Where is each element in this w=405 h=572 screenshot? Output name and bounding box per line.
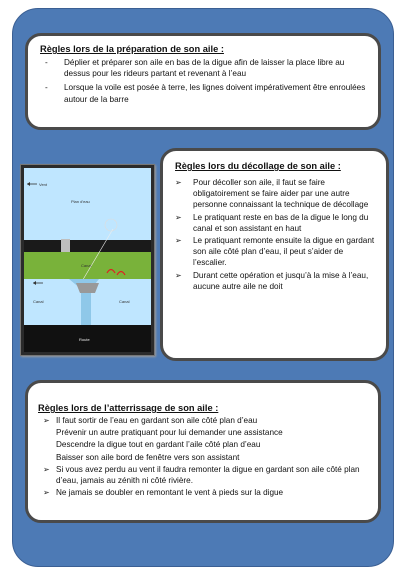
wind-label: Vent: [39, 182, 48, 187]
route-label: Route: [79, 337, 90, 342]
list-item: ➢ Il faut sortir de l’eau en gardant son aile côté plan d’eau: [43, 416, 258, 425]
landing-rules-list: [38, 415, 368, 498]
site-diagram: [20, 164, 155, 356]
preparation-rules-title: Règles lors de la préparation de son aile :: [40, 44, 224, 54]
stairs: [61, 239, 70, 253]
preparation-rules-list: [40, 57, 368, 105]
list-item: Prévenir un autre pratiquant pour lui demander une assistance: [56, 428, 283, 438]
list-item: Descendre la digue tout en gardant l’aile côté plan d’eau: [56, 440, 261, 450]
list-item: ➢ Durant cette opération et jusqu’à la mise à l’eau, aucune autre aile ne doit: [175, 270, 369, 291]
bridge: [76, 283, 99, 293]
canal-right-label: Canal: [119, 299, 130, 304]
takeoff-rules-list: [175, 177, 377, 292]
plan-eau-label: Plan d'eau: [71, 199, 90, 204]
list-item: ➢ Si vous avez perdu au vent il faudra remonter la digue en gardant son aile côté plan d’eau, jamais au zénith ni côté rivière.: [43, 464, 360, 486]
list-item: - Déplier et préparer son aile en bas de la digue afin de laisser la place libre au dessus pour les rideurs partant et revenant à l’eau: [45, 58, 345, 79]
dike-top: [24, 240, 151, 252]
list-item: ➢ Ne jamais se doubler en remontant le vent à pieds sur la digue: [43, 488, 284, 498]
site-diagram-svg: [21, 165, 154, 355]
list-item: ➢ Pour décoller son aile, il faut se faire obligatoirement se faire aider par une autre personne connaissant la technique de décollage: [175, 178, 369, 210]
takeoff-rules-title: Règles lors du décollage de son aile :: [175, 161, 341, 171]
preparation-rules-card: [25, 33, 381, 130]
canal-left-label: Canal: [33, 299, 44, 304]
list-item: Baisser son aile bord de fenêtre vers son assistant: [56, 452, 240, 462]
list-item: ➢ Le pratiquant reste en bas de la digue le long du canal et son assistant en haut: [175, 212, 369, 233]
landing-rules-title: Règles lors de l’atterrissage de son aile :: [38, 403, 219, 413]
plan-eau-area: [24, 168, 151, 240]
list-item: - Lorsque la voile est posée à terre, les lignes doivent impérativement être enroulées autour de la barre: [45, 83, 366, 104]
takeoff-rules-card: [160, 148, 389, 361]
landing-rules-card: [25, 380, 381, 523]
list-item: ➢ Le pratiquant remonte ensuite la digue en gardant son aile côté plan d’eau, il peut s’aider de l’escalier.: [175, 236, 375, 268]
canal-top-label: Canal: [81, 263, 92, 268]
